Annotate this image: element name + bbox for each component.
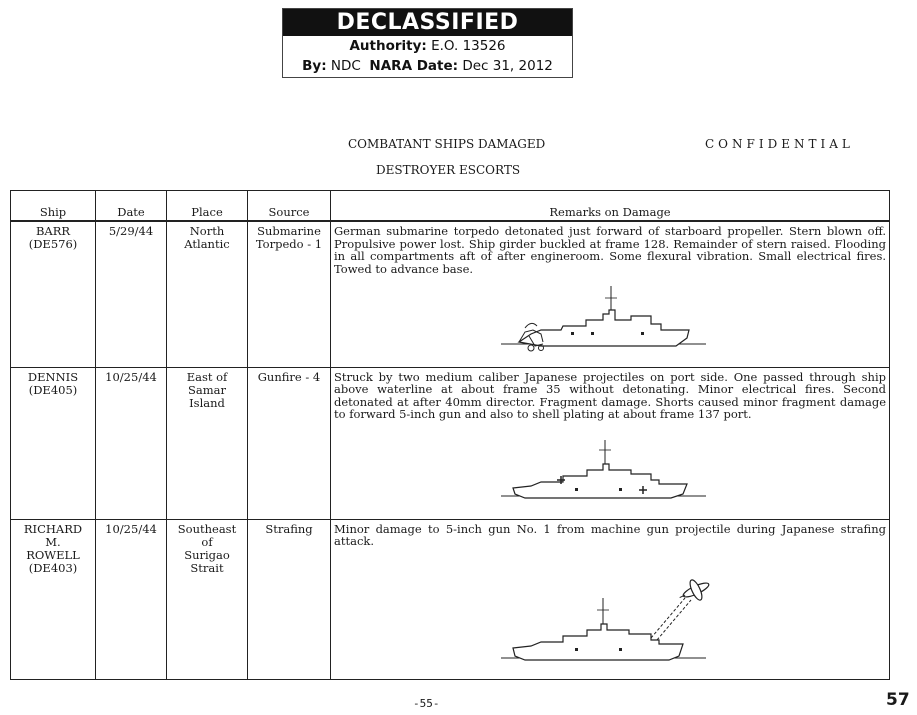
page-title: COMBATANT SHIPS DAMAGED	[348, 137, 546, 151]
damaged-ship-illustration	[501, 440, 711, 512]
stamp-heading: DECLASSIFIED	[283, 9, 572, 36]
source-line: Gunfire - 4	[257, 369, 321, 384]
place-cell	[167, 367, 248, 519]
source-line: Submarine	[257, 224, 321, 238]
ship-name-line: M.	[45, 534, 61, 549]
place-line: Atlantic	[184, 237, 230, 251]
ship-name-line: ROWELL	[26, 547, 80, 562]
page-number: 57	[886, 690, 910, 710]
date-cell: 5/29/44	[96, 221, 167, 367]
date-cell: 10/25/44	[96, 367, 167, 519]
place-cell	[167, 221, 248, 367]
stamp-by-line	[283, 56, 572, 76]
remarks-cell	[331, 221, 890, 367]
place-line: North	[189, 224, 225, 238]
ship-hull-line: (DE405)	[28, 382, 78, 397]
table-row	[11, 519, 890, 679]
remarks-cell	[331, 367, 890, 519]
source-line: Strafing	[265, 521, 313, 536]
source-cell	[248, 519, 331, 679]
col-header-ship: Ship	[11, 191, 96, 222]
stamp-nara-label: NARA Date:	[369, 58, 459, 74]
page-subtitle: DESTROYER ESCORTS	[376, 163, 521, 177]
declassified-stamp	[282, 8, 573, 78]
col-header-source: Source	[248, 191, 331, 222]
page-marker: -55-	[413, 697, 440, 710]
remarks-cell	[331, 519, 890, 679]
ship-hull-line: (DE576)	[28, 237, 78, 251]
place-line: Southeast	[177, 521, 237, 536]
source-cell	[248, 221, 331, 367]
damaged-ship-illustration	[501, 286, 711, 358]
ship-cell	[11, 221, 96, 367]
date-cell: 10/25/44	[96, 519, 167, 679]
place-line: Surigao	[184, 547, 230, 562]
remarks-text: Minor damage to 5-inch gun No. 1 from machine gun projectile during Japanese strafing attack.	[334, 521, 886, 548]
source-line: Torpedo - 1	[255, 237, 323, 251]
remarks-text: Struck by two medium caliber Japanese projectiles on port side. One passed through ship above waterline at about frame 35 without detonating. Minor electrical fires. Second detonated at after 40mm director. Fragment damage. Shorts caused minor fragment damage to forward 5-inch gun and also to shell plating at about frame 137 port.	[334, 369, 886, 421]
table-row	[11, 367, 890, 519]
ship-name-line: DENNIS	[27, 369, 79, 384]
ship-hull-line: (DE403)	[28, 560, 78, 575]
place-line: East of	[186, 369, 228, 384]
place-line: Strait	[190, 560, 224, 575]
stamp-authority-line	[283, 36, 572, 56]
damage-table	[10, 190, 890, 680]
ship-name-line: BARR	[35, 224, 71, 238]
place-cell	[167, 519, 248, 679]
remarks-text: German submarine torpedo detonated just forward of starboard propeller. Stern blown off. Propulsive power lost. Ship girder buckled at frame 128. Remainder of stern raised. Flooding in all compartments aft of after engineroom. Some flexural vibration. Small electrical fires. Towed to advance base.	[334, 224, 886, 276]
col-header-remarks: Remarks on Damage	[331, 191, 890, 222]
stamp-nara-value: Dec 31, 2012	[462, 58, 553, 74]
col-header-date: Date	[96, 191, 167, 222]
table-row	[11, 221, 890, 367]
stamp-by-value: NDC	[330, 58, 361, 74]
stamp-authority-label: Authority:	[349, 38, 427, 54]
ship-name-line: RICHARD	[23, 521, 83, 536]
stamp-authority-value: E.O. 13526	[431, 38, 506, 54]
place-line: Island	[189, 395, 225, 410]
table-header-row	[11, 191, 890, 222]
damaged-ship-illustration	[501, 572, 721, 672]
source-cell	[248, 367, 331, 519]
ship-cell	[11, 519, 96, 679]
place-line: of	[201, 534, 213, 549]
classification-label: CONFIDENTIAL	[705, 137, 854, 151]
ship-cell	[11, 367, 96, 519]
col-header-place: Place	[167, 191, 248, 222]
stamp-by-label: By:	[302, 58, 327, 74]
place-line: Samar	[188, 382, 226, 397]
